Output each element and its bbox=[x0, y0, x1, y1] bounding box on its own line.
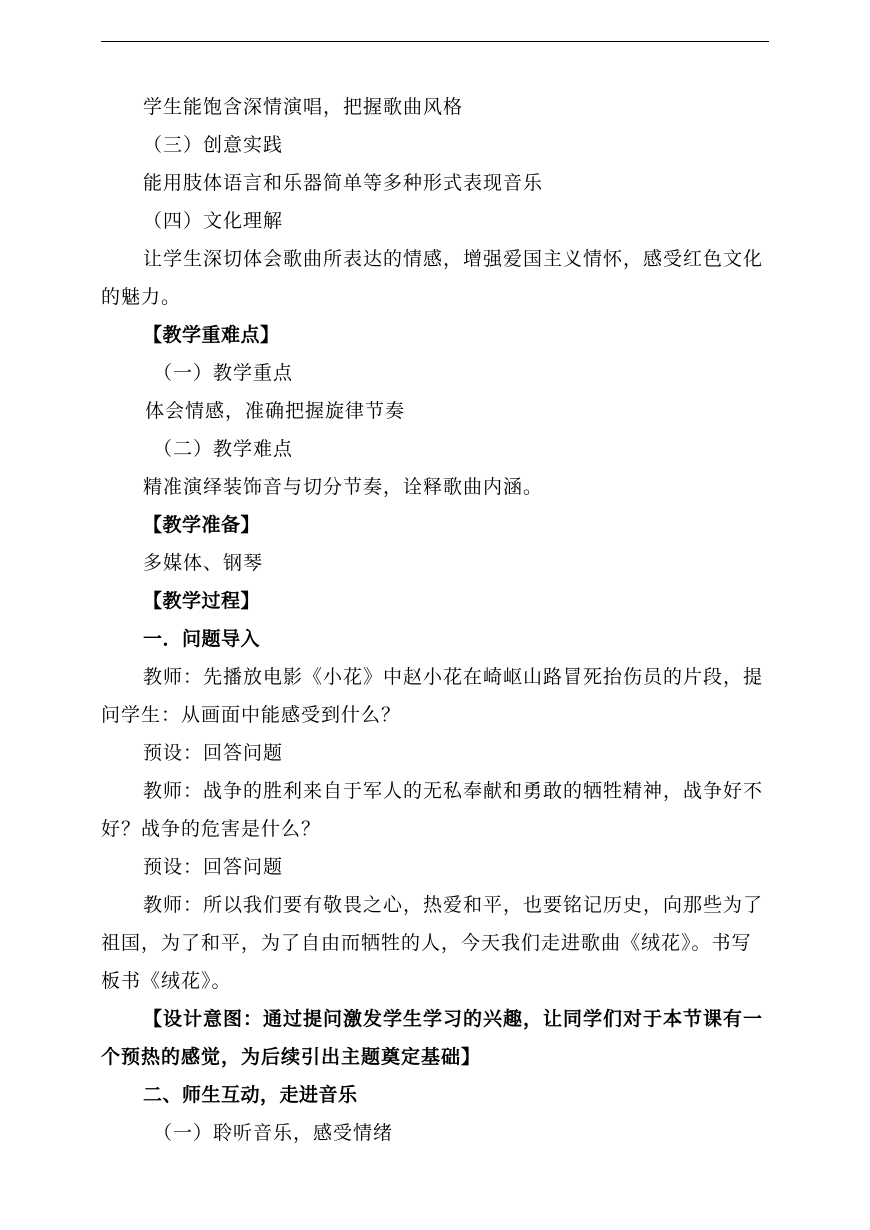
paragraph: 预设：回答问题 bbox=[143, 742, 284, 764]
document-body bbox=[101, 88, 771, 1152]
paragraph: 预设：回答问题 bbox=[143, 856, 284, 878]
design-intent-note: 【设计意图：通过提问激发学生学习的兴趣，让同学们对于本节课有一个预热的感觉，为后续引出主题奠定基础】 bbox=[101, 1008, 764, 1068]
subsection-heading: （四）文化理解 bbox=[143, 210, 284, 232]
paragraph: 精准演绎装饰音与切分节奏，诠释歌曲内涵。 bbox=[143, 476, 544, 498]
paragraph: 教师：先播放电影《小花》中赵小花在崎岖山路冒死抬伤员的片段，提问学生：从画面中能感受到什么？ bbox=[101, 666, 764, 726]
section-heading: 【教学重难点】 bbox=[143, 324, 280, 346]
step-heading: 一．问题导入 bbox=[143, 628, 261, 650]
paragraph: 能用肢体语言和乐器简单等多种形式表现音乐 bbox=[143, 172, 544, 194]
paragraph: 多媒体、钢琴 bbox=[143, 552, 264, 574]
paragraph: 学生能饱含深情演唱，把握歌曲风格 bbox=[143, 96, 464, 118]
subsection-heading: （一）聆听音乐，感受情绪 bbox=[153, 1122, 394, 1144]
section-heading: 【教学过程】 bbox=[143, 590, 261, 612]
paragraph: 教师：战争的胜利来自于军人的无私奉献和勇敢的牺牲精神，战争好不好？战争的危害是什么？ bbox=[101, 780, 764, 840]
paragraph: 教师：所以我们要有敬畏之心，热爱和平，也要铭记历史，向那些为了祖国，为了和平，为了自由而牺牲的人，今天我们走进歌曲《绒花》。书写板书《绒花》。 bbox=[101, 894, 764, 992]
paragraph: 体会情感，准确把握旋律节奏 bbox=[145, 400, 406, 422]
subsection-heading: （三）创意实践 bbox=[143, 134, 284, 156]
paragraph: 让学生深切体会歌曲所表达的情感，增强爱国主义情怀，感受红色文化的魅力。 bbox=[101, 248, 764, 308]
section-heading: 【教学准备】 bbox=[143, 514, 261, 536]
subsection-heading: （二）教学难点 bbox=[153, 438, 294, 460]
step-heading: 二、师生互动，走进音乐 bbox=[143, 1084, 358, 1106]
header-rule bbox=[101, 41, 769, 42]
subsection-heading: （一）教学重点 bbox=[153, 362, 294, 384]
